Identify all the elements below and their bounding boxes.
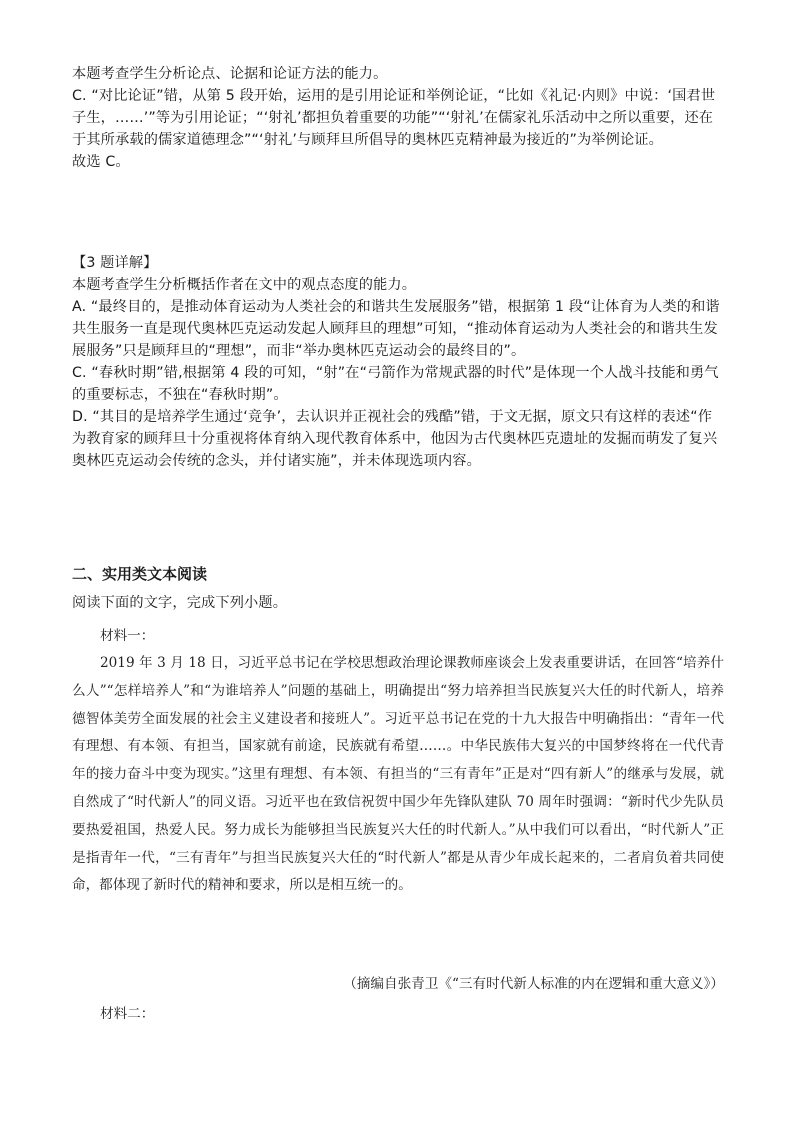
question-2-analysis [72, 63, 724, 173]
option-c-explanation: C. “春秋时期”错,根据第 4 段的可知，“射”在“弓箭作为常规武器的时代”是体现一个人战斗技能和勇气的重要标志，不独在“春秋时期”。 [72, 365, 719, 403]
question-3-analysis [72, 252, 724, 472]
material-label: 材料一： [100, 628, 155, 644]
material-label: 材料二： [100, 1006, 155, 1022]
material-paragraph: 2019 年 3 月 18 日，习近平总书记在学校思想政治理论课教师座谈会上发表重要讲话，在回答“培养什么人”“怎样培养人”和“为谁培养人”问题的基础上，明确提出“努力培养担当民族复兴大任的时代新人，培养德智体美劳全面发展的社会主义建设者和接班人”。习近平总书记在党的十九大报告中明确指出：“青年一代有理想、有本领、有担当，国家就有前途，民族就有希望……。中华民族伟大复兴的中国梦终将在一代代青年的接力奋斗中变为现实。”这里有理想、有本领、有担当的“三有青年”正是对“四有新人”的继承与发展，就自然成了“时代新人”的同义语。习近平也在致信祝贺中国少年先锋队建队 70 周年时强调：“新时代少先队员要热爱祖国，热爱人民。努力成长为能够担当民族复兴大任的时代新人。”从中我们可以看出，“时代新人”正是指青年一代，“三有青年”与担当民族复兴大任的“时代新人”都是从青少年成长起来的，二者肩负着共同使命，都体现了新时代的精神和要求，所以是相互统一的。 [72, 655, 724, 894]
question-3-heading: 【3 题详解】 [72, 255, 158, 271]
section-title: 二、实用类文本阅读 [72, 565, 208, 583]
option-d-explanation: D. “其目的是培养学生通过‘竞争’，去认识并正视社会的残酷”错，于文无据，原文只有这样的表述“作为教育家的顾拜旦十分重视将体育纳入现代教育体系中，他因为古代奥林匹克遗址的发掘而萌发了复兴奥林匹克运动会传统的念头，并付诸实施”，并未体现选项内容。 [72, 409, 718, 469]
answer-line: 故选 C。 [72, 154, 130, 170]
analysis-intro: 本题考查学生分析概括作者在文中的观点态度的能力。 [72, 277, 417, 293]
section-instruction: 阅读下面的文字，完成下列小题。 [72, 595, 288, 611]
option-a-explanation: A. “最终目的，是推动体育运动为人类社会的和谐共生发展服务”错，根据第 1 段“让体育为人类的和谐共生服务一直是现代奥林匹克运动发起人顾拜旦的理想”可知，“推动体育运动为人类社会的和谐共生发展服务”只是顾拜旦的“理想”，而非“举办奥林匹克运动会的最终目的”。 [72, 299, 720, 359]
material-source: （摘编自张青卫《“三有时代新人标准的内在逻辑和重大意义》） [343, 976, 724, 992]
material-1 [72, 622, 724, 900]
analysis-intro: 本题考查学生分析论点、论据和论证方法的能力。 [72, 66, 388, 82]
option-c-explanation: C. “对比论证”错，从第 5 段开始，运用的是引用论证和举例论证，“比如《礼记·内则》中说：‘国君世子生，……’”等为引用论证；“‘射礼’都担负着重要的功能”“‘射礼’在儒家礼乐活动中之所以重要，还在于其所承载的儒家道德理念”“‘射礼’与顾拜旦所倡导的奥林匹克精神最为接近的”为举例论证。 [72, 88, 716, 148]
material-2 [72, 1002, 724, 1026]
